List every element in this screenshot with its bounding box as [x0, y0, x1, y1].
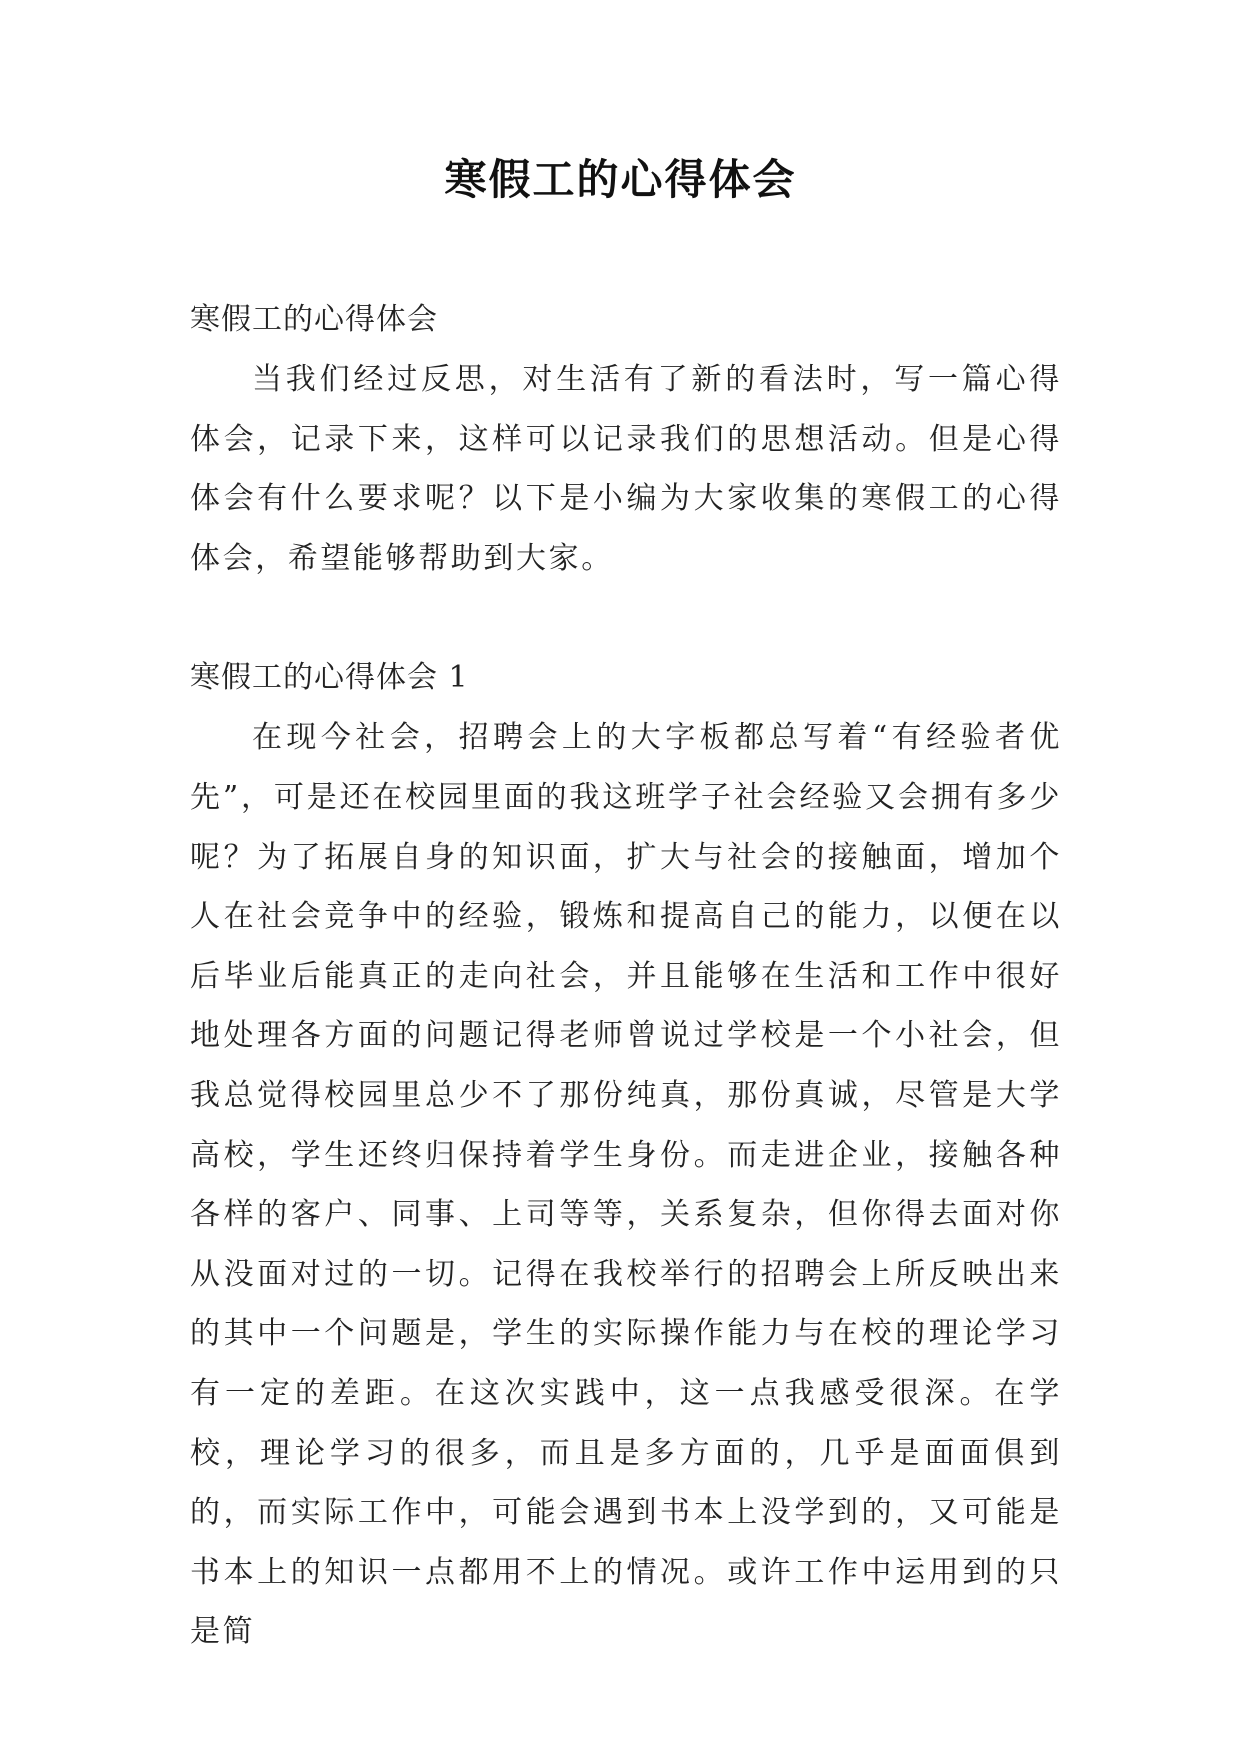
document-body [190, 290, 1062, 1662]
section-spacer [190, 588, 1062, 648]
intro-heading: 寒假工的心得体会 [190, 302, 438, 337]
document-title: 寒假工的心得体会 [444, 155, 797, 204]
section-1-heading: 寒假工的心得体会 1 [190, 660, 469, 696]
intro-paragraph: 当我们经过反思，对生活有了新的看法时，写一篇心得体会，记录下来，这样可以记录我们的思想活动。但是心得体会有什么要求呢？以下是小编为大家收集的寒假工的心得体会，希望能够帮助到大家。 [190, 362, 1062, 576]
section-1-paragraph: 在现今社会，招聘会上的大字板都总写着“有经验者优先”，可是还在校园里面的我这班学子社会经验又会拥有多少呢？为了拓展自身的知识面，扩大与社会的接触面，增加个人在社会竞争中的经验，锻炼和提高自己的能力，以便在以后毕业后能真正的走向社会，并且能够在生活和工作中很好地处理各方面的问题记得老师曾说过学校是一个小社会，但我总觉得校园里总少不了那份纯真，那份真诚，尽管是大学高校，学生还终归保持着学生身份。而走进企业，接触各种各样的客户、同事、上司等等，关系复杂，但你得去面对你从没面对过的一切。记得在我校举行的招聘会上所反映出来的其中一个问题是，学生的实际操作能力与在校的理论学习有一定的差距。在这次实践中，这一点我感受很深。在学校，理论学习的很多，而且是多方面的，几乎是面面俱到的，而实际工作中，可能会遇到书本上没学到的，又可能是书本上的知识一点都用不上的情况。或许工作中运用到的只是简 [190, 720, 1062, 1650]
